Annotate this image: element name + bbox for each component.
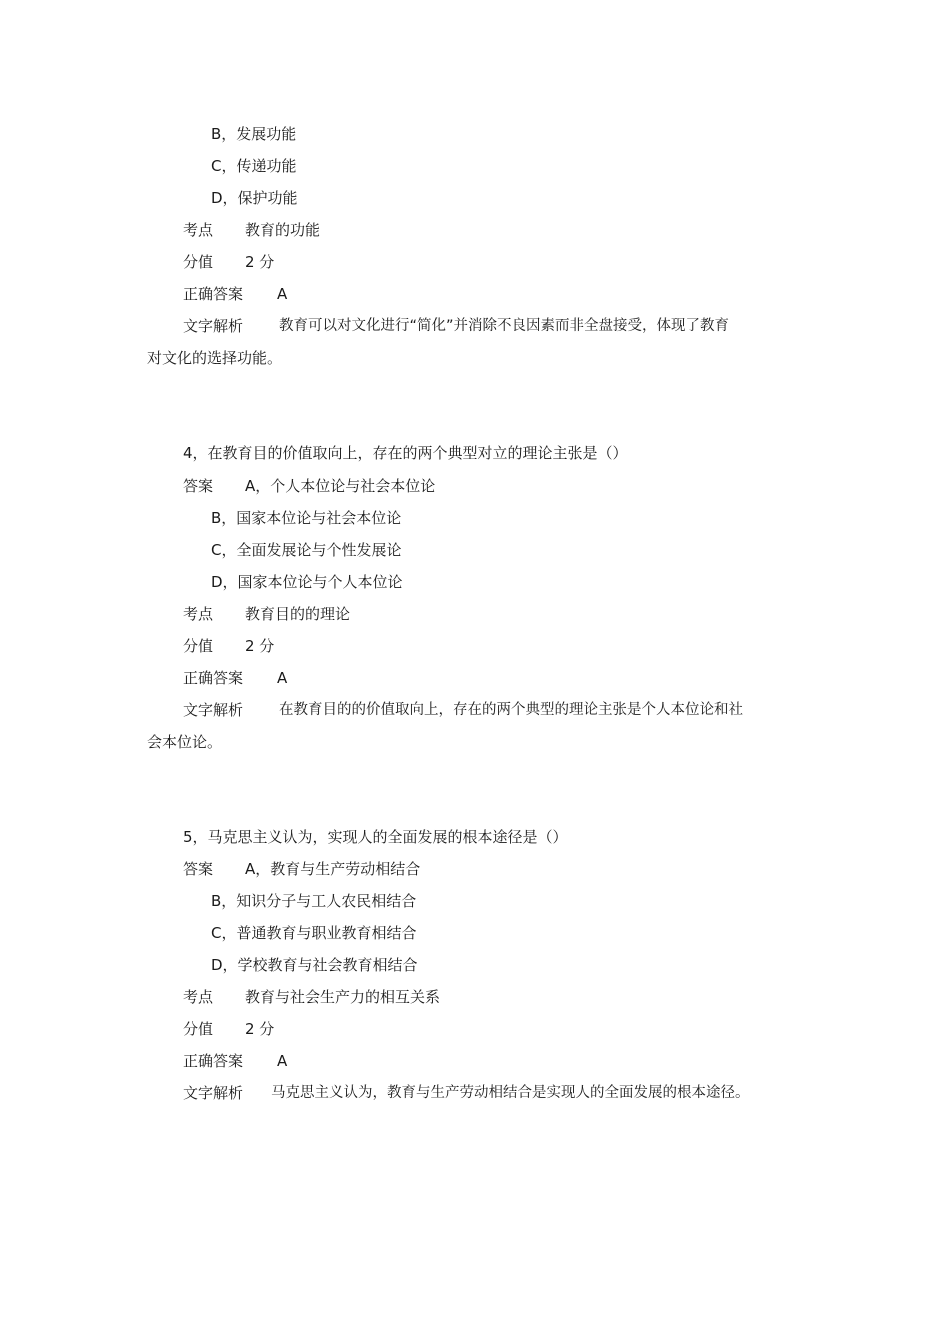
q5-answer-label: 正确答案 (183, 1052, 244, 1070)
q3-jiexi-label: 文字解析 (183, 317, 244, 335)
q4-kaodian-label: 考点 (183, 605, 214, 623)
q5-option-a: A，教育与生产劳动相结合 (245, 860, 421, 878)
q3-jiexi-line1: 教育可以对文化进行“简化”并消除不良因素而非全盘接受，体现了教育 (279, 318, 730, 334)
q3-option-b: B，发展功能 (211, 125, 297, 143)
q5-kaodian-value: 教育与社会生产力的相互关系 (245, 988, 441, 1006)
q5-daan-label: 答案 (183, 860, 214, 878)
q4-jiexi-label: 文字解析 (183, 701, 244, 719)
q4-option-b: B，国家本位论与社会本位论 (211, 509, 402, 527)
q3-jiexi-line2: 对文化的选择功能。 (147, 349, 283, 367)
q4-option-d: D，国家本位论与个人本位论 (211, 573, 403, 591)
q5-option-c: C，普通教育与职业教育相结合 (211, 924, 417, 942)
q4-fenzhi-label: 分值 (183, 637, 214, 655)
q4-answer-label: 正确答案 (183, 669, 244, 687)
q4-answer-value: A (277, 669, 288, 687)
q3-option-d: D，保护功能 (211, 189, 298, 207)
q5-kaodian-label: 考点 (183, 988, 214, 1006)
q5-answer-value: A (277, 1052, 288, 1070)
q3-option-c: C，传递功能 (211, 157, 297, 175)
q5-fenzhi-value: 2 分 (245, 1020, 275, 1038)
q3-kaodian-value: 教育的功能 (245, 221, 321, 239)
q3-answer-label: 正确答案 (183, 285, 244, 303)
q3-fenzhi-label: 分值 (183, 253, 214, 271)
q4-kaodian-value: 教育目的的理论 (245, 605, 351, 623)
q4-question: 4，在教育目的价值取向上，存在的两个典型对立的理论主张是（） (183, 444, 628, 462)
q3-answer-value: A (277, 285, 288, 303)
q5-jiexi-label: 文字解析 (183, 1084, 244, 1102)
q3-kaodian-label: 考点 (183, 221, 214, 239)
q4-daan-label: 答案 (183, 477, 214, 495)
q3-fenzhi-value: 2 分 (245, 253, 275, 271)
q4-fenzhi-value: 2 分 (245, 637, 275, 655)
q5-option-b: B，知识分子与工人农民相结合 (211, 892, 417, 910)
q5-option-d: D，学校教育与社会教育相结合 (211, 956, 418, 974)
q4-option-a: A，个人本位论与社会本位论 (245, 477, 436, 495)
q5-jiexi-line1: 马克思主义认为，教育与生产劳动相结合是实现人的全面发展的根本途径。 (271, 1085, 750, 1101)
q5-fenzhi-label: 分值 (183, 1020, 214, 1038)
q4-jiexi-line2: 会本位论。 (147, 733, 223, 751)
q5-question: 5，马克思主义认为，实现人的全面发展的根本途径是（） (183, 828, 568, 846)
q4-option-c: C，全面发展论与个性发展论 (211, 541, 402, 559)
q4-jiexi-line1: 在教育目的的价值取向上，存在的两个典型的理论主张是个人本位论和社 (279, 702, 743, 718)
